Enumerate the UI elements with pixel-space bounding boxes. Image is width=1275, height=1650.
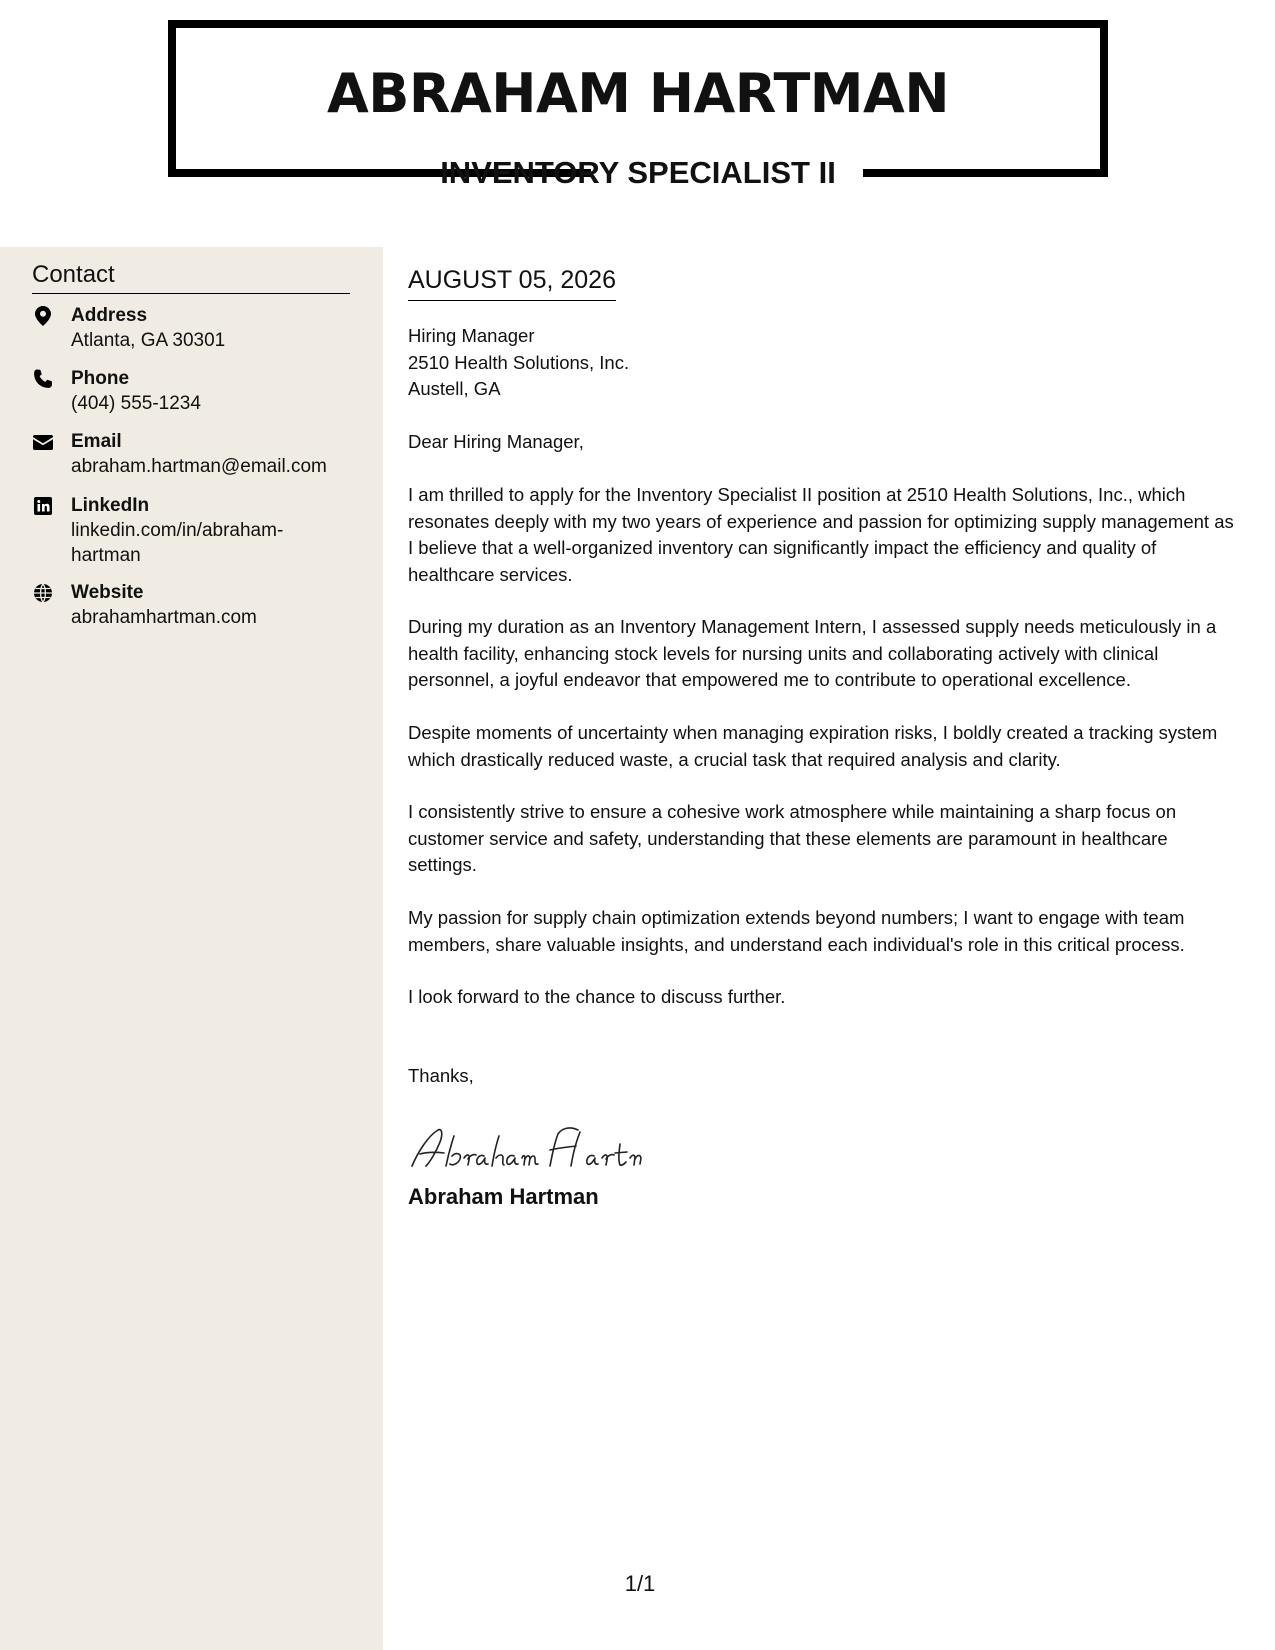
paragraph-1: I am thrilled to apply for the Inventory Specialist II position at 2510 Health Solutions, Inc., which resonates deeply with my two years of experience and passion for optimizing supply management as I believe that a well-organized inventory can significantly impact the efficiency and quality of healthcare services. [408, 484, 1234, 585]
contact-sidebar [0, 247, 383, 1650]
email-label: Email [71, 431, 122, 452]
address-value: Atlanta, GA 30301 [71, 330, 226, 351]
email-icon [32, 431, 54, 453]
website-value[interactable]: abrahamhartman.com [71, 607, 257, 628]
paragraph-3: Despite moments of uncertainty when managing expiration risks, I boldly created a tracking system which drastically reduced waste, a crucial task that required analysis and clarity. [408, 722, 1218, 770]
phone-value: (404) 555-1234 [71, 393, 201, 414]
location-pin-icon [32, 305, 54, 327]
signer-name: Abraham Hartman [408, 1184, 599, 1209]
recipient-block [408, 323, 629, 403]
email-value[interactable]: abraham.hartman@email.com [71, 456, 327, 477]
paragraph-6: I look forward to the chance to discuss further. [408, 986, 786, 1007]
greeting: Dear Hiring Manager, [408, 431, 584, 452]
handwritten-signature [408, 1122, 670, 1174]
linkedin-value[interactable]: linkedin.com/in/abraham-hartman [71, 520, 284, 566]
job-title: INVENTORY SPECIALIST II [440, 155, 836, 190]
paragraph-4: I consistently strive to ensure a cohesive work atmosphere while maintaining a sharp focus on customer service and safety, understanding that these elements are paramount in healthcare settings. [408, 801, 1177, 875]
recipient-line-1: Hiring Manager [408, 325, 535, 346]
globe-icon [32, 582, 54, 604]
applicant-name: ABRAHAM HARTMAN [326, 62, 950, 125]
closing: Thanks, [408, 1065, 474, 1086]
letter-date: AUGUST 05, 2026 [408, 264, 616, 301]
contact-heading: Contact [32, 260, 350, 294]
page-indicator: 1/1 [624, 1571, 656, 1596]
paragraph-5: My passion for supply chain optimization extends beyond numbers; I want to engage with team members, share valuable insights, and understand each individual's role in this critical process. [408, 907, 1185, 955]
linkedin-icon [32, 495, 54, 517]
recipient-line-2: 2510 Health Solutions, Inc. [408, 351, 630, 373]
linkedin-label: LinkedIn [71, 495, 150, 516]
phone-label: Phone [71, 368, 130, 389]
address-label: Address [71, 305, 148, 326]
phone-icon [32, 368, 54, 390]
website-label: Website [71, 582, 144, 603]
recipient-line-3: Austell, GA [408, 378, 501, 399]
paragraph-2: During my duration as an Inventory Management Intern, I assessed supply needs meticulously in a health facility, enhancing stock levels for nursing units and collaborating actively with clinical personnel, a joyful endeavor that empowered me to contribute to operational excellence. [408, 616, 1217, 690]
